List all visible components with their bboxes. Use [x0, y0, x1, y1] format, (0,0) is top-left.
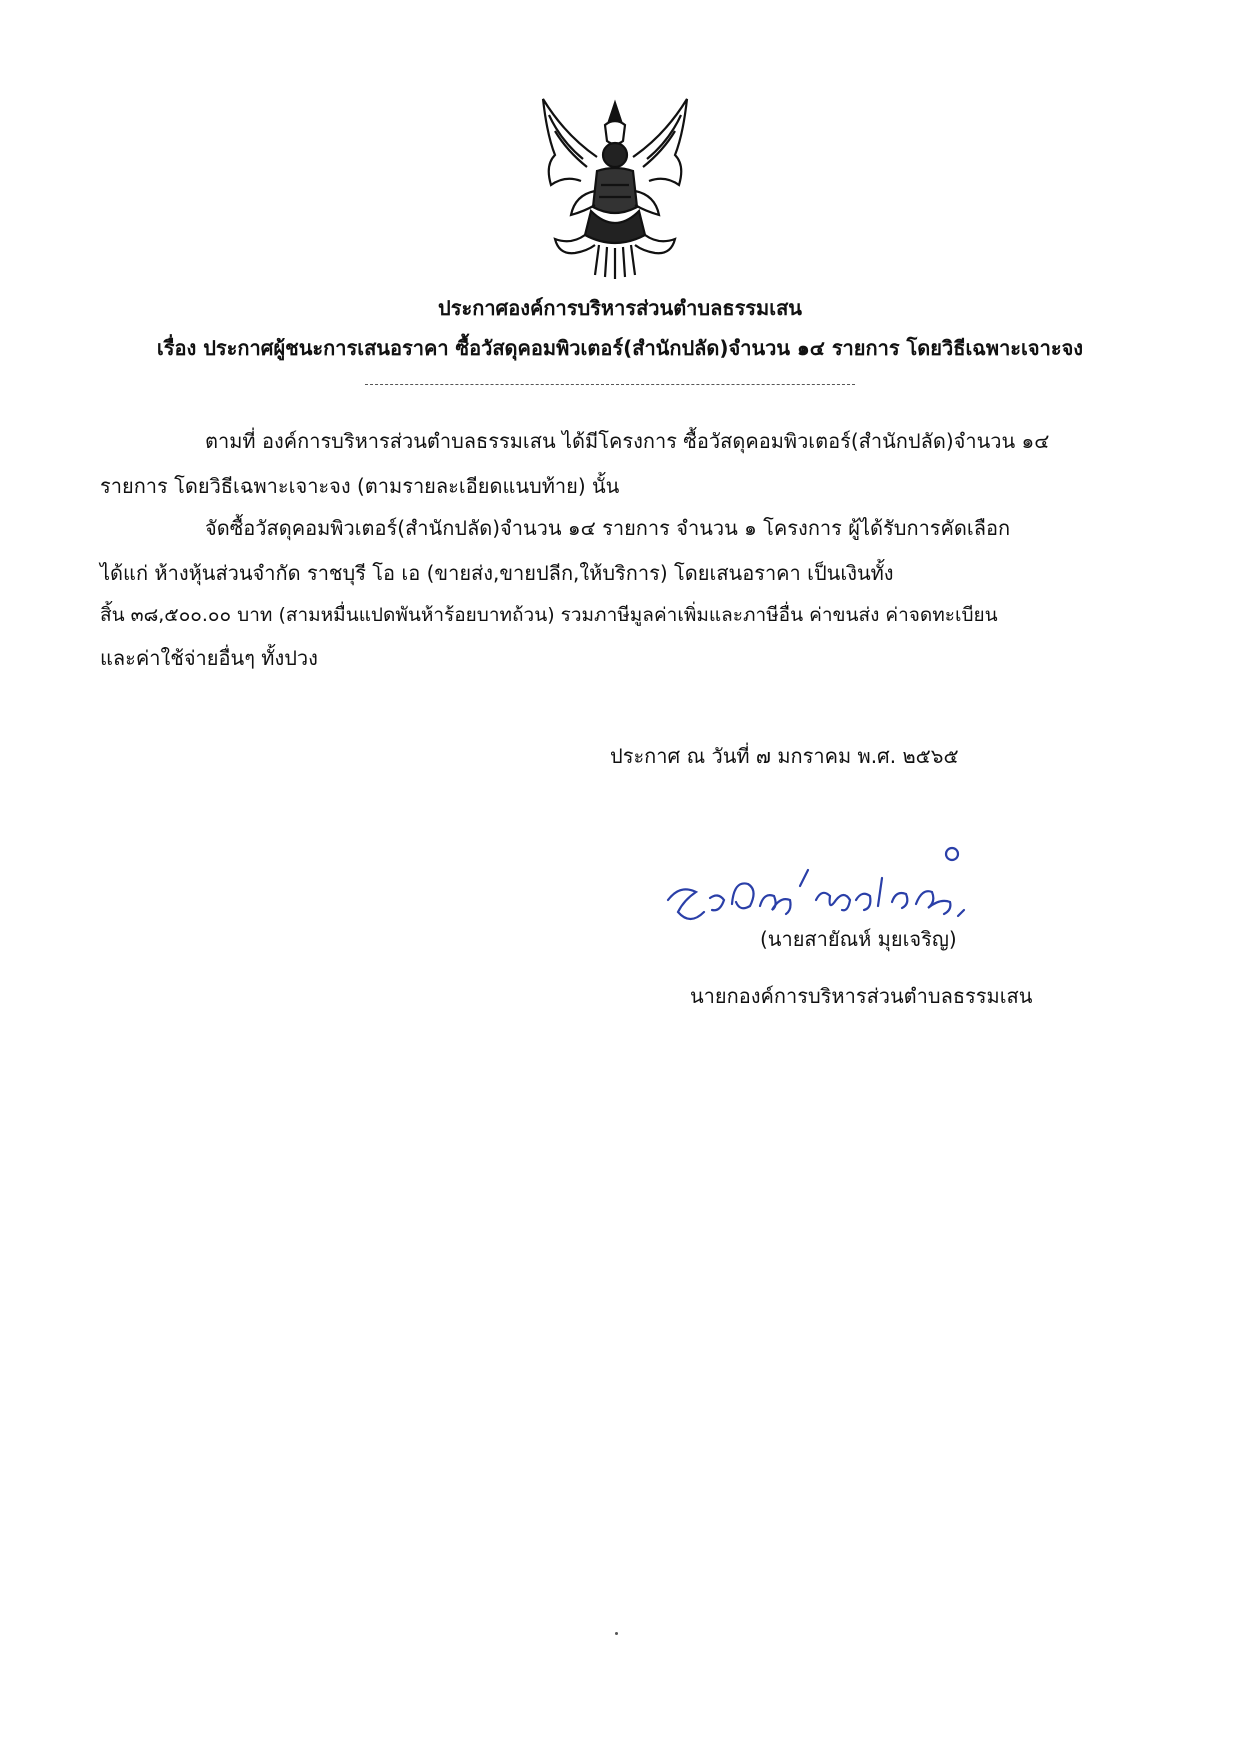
- body-line: ได้แก่ ห้างหุ้นส่วนจำกัด ราชบุรี โอ เอ (ขายส่ง,ขายปลีก,ให้บริการ) โดยเสนอราคา เป็นเงินทั้ง: [100, 561, 894, 585]
- garuda-emblem-icon: [525, 95, 705, 280]
- announcement-title: ประกาศองค์การบริหารส่วนตำบลธรรมเสน: [438, 296, 802, 320]
- body-line: ตามที่ องค์การบริหารส่วนตำบลธรรมเสน ได้มีโครงการ ซื้อวัสดุคอมพิวเตอร์(สำนักปลัด)จำนวน ๑๔: [205, 429, 1050, 453]
- divider-line: [365, 384, 855, 385]
- signatory-position: นายกองค์การบริหารส่วนตำบลธรรมเสน: [690, 984, 1033, 1008]
- body-line: รายการ โดยวิธีเฉพาะเจาะจง (ตามรายละเอียดแนบท้าย) นั้น: [100, 474, 620, 498]
- scan-speck: [615, 1632, 618, 1635]
- body-line: และค่าใช้จ่ายอื่นๆ ทั้งปวง: [100, 646, 318, 670]
- signatory-name: (นายสายัณห์ มุยเจริญ): [760, 927, 957, 951]
- body-line: สิ้น ๓๘,๕๐๐.๐๐ บาท (สามหมื่นแปดพันห้าร้อยบาทถ้วน) รวมภาษีมูลค่าเพิ่มและภาษีอื่น ค่าขนส่ง ค่าจดทะเบียน: [100, 604, 998, 626]
- body-line: จัดซื้อวัสดุคอมพิวเตอร์(สำนักปลัด)จำนวน ๑๔ รายการ จำนวน ๑ โครงการ ผู้ได้รับการคัดเลือก: [205, 516, 1011, 540]
- announce-date: ประกาศ ณ วันที่ ๗ มกราคม พ.ศ. ๒๕๖๕: [610, 744, 959, 768]
- announcement-subject: เรื่อง ประกาศผู้ชนะการเสนอราคา ซื้อวัสดุคอมพิวเตอร์(สำนักปลัด)จำนวน ๑๔ รายการ โดยวิธีเฉพาะเจาะจง: [156, 336, 1084, 360]
